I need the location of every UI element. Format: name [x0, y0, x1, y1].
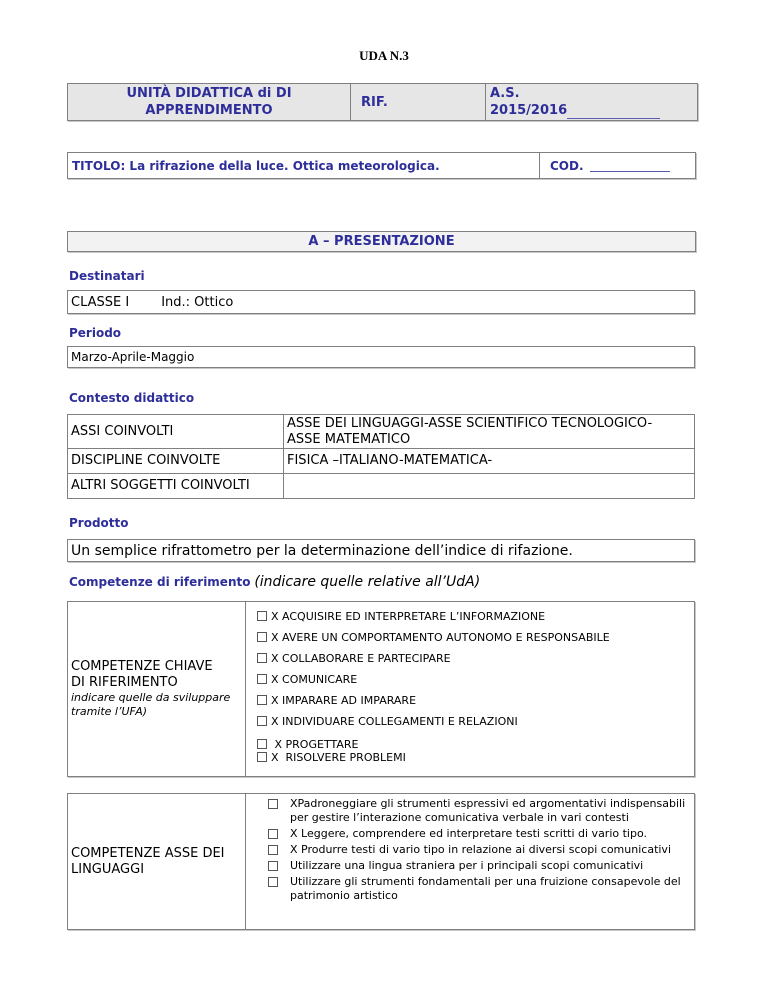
- as-label: A.S.: [490, 86, 520, 101]
- competenze-heading: [69, 574, 480, 590]
- section-a-heading: A – PRESENTAZIONE: [67, 231, 696, 252]
- list-item: [262, 859, 690, 873]
- discipline-value: FISICA –ITALIANO-MATEMATICA-: [284, 449, 695, 474]
- altri-soggetti-value: [284, 474, 695, 499]
- checkbox-icon[interactable]: [268, 877, 278, 887]
- list-item: [257, 606, 694, 627]
- list-item: [262, 797, 690, 825]
- chiave-title-line-2: DI RIFERIMENTO: [71, 675, 178, 690]
- competenze-linguaggi-list: [246, 794, 694, 929]
- as-value: 2015/2016: [490, 103, 568, 118]
- competenze-chiave-title: [68, 602, 246, 776]
- linguaggi-title-line-1: COMPETENZE ASSE DEI: [71, 845, 225, 861]
- unit-line-1: UNITÀ DIDATTICA di DI: [126, 86, 292, 101]
- periodo-label: Periodo: [69, 326, 122, 340]
- contesto-label: Contesto didattico: [69, 391, 195, 405]
- altri-soggetti-key: ALTRI SOGGETTI COINVOLTI: [68, 474, 284, 499]
- checkbox-icon[interactable]: [257, 739, 267, 749]
- contesto-table: [67, 414, 695, 499]
- as-blank-line[interactable]: [567, 104, 660, 119]
- checkbox-icon[interactable]: [257, 752, 267, 762]
- rif-cell: RIF.: [351, 84, 486, 120]
- assi-value-line-1: ASSE DEI LINGUAGGI-ASSE SCIENTIFICO TECNOLOGICO-: [287, 415, 653, 431]
- item-label: XPadroneggiare gli strumenti espressivi ed argomentativi indispensabili per gestire l’interazione comunicativa verbale in vari contesti: [290, 797, 686, 824]
- item-label: X RISOLVERE PROBLEMI: [271, 751, 406, 764]
- periodo-box: [67, 346, 695, 368]
- chiave-note-line-1: indicare quelle da sviluppare: [71, 691, 231, 704]
- as-cell: [486, 84, 697, 120]
- periodo-value: Marzo-Aprile-Maggio: [71, 350, 195, 364]
- item-label: X COMUNICARE: [271, 673, 358, 686]
- table-row: [68, 449, 695, 474]
- item-label: Utilizzare una lingua straniera per i principali scopi comunicativi: [290, 859, 644, 872]
- title-row: [67, 152, 696, 179]
- cod-label: COD.: [550, 158, 584, 173]
- chiave-note-line-2: tramite l’UFA): [71, 705, 148, 718]
- unit-cell: [68, 84, 351, 120]
- header-table: [67, 83, 698, 121]
- cod-cell: [540, 153, 695, 178]
- list-item: [262, 827, 690, 841]
- competenze-chiave-list: [246, 602, 694, 776]
- list-item: [262, 843, 690, 857]
- discipline-key: DISCIPLINE COINVOLTE: [68, 449, 284, 474]
- checkbox-icon[interactable]: [268, 861, 278, 871]
- item-label: X PROGETTARE: [271, 738, 359, 751]
- list-item: [257, 627, 694, 648]
- checkbox-icon[interactable]: [257, 611, 267, 621]
- item-label: X Leggere, comprendere ed interpretare testi scritti di vario tipo.: [290, 827, 647, 840]
- prodotto-box: [67, 539, 695, 562]
- linguaggi-title-line-2: LINGUAGGI: [71, 861, 145, 877]
- unit-line-2: APPRENDIMENTO: [145, 103, 273, 118]
- destinatari-box: [67, 290, 695, 314]
- item-label: X ACQUISIRE ED INTERPRETARE L’INFORMAZIONE: [271, 610, 546, 623]
- competenze-note: (indicare quelle relative all’UdA): [254, 574, 481, 590]
- titolo-cell: TITOLO: La rifrazione della luce. Ottica meteorologica.: [68, 153, 540, 178]
- list-item: [257, 751, 694, 764]
- assi-value-line-2: ASSE MATEMATICO: [287, 431, 411, 447]
- assi-value: [284, 415, 695, 449]
- checkbox-icon[interactable]: [257, 632, 267, 642]
- assi-key: ASSI COINVOLTI: [68, 415, 284, 449]
- document-title: UDA N.3: [359, 48, 409, 63]
- list-item: [257, 648, 694, 669]
- list-item: [257, 669, 694, 690]
- checkbox-icon[interactable]: [257, 653, 267, 663]
- table-row: [68, 415, 695, 449]
- checkbox-icon[interactable]: [257, 674, 267, 684]
- table-row: [68, 474, 695, 499]
- prodotto-value: Un semplice rifrattometro per la determinazione dell’indice di rifazione.: [71, 542, 573, 559]
- list-item: [257, 711, 694, 732]
- chiave-title-line-1: COMPETENZE CHIAVE: [71, 659, 213, 674]
- item-label: X INDIVIDUARE COLLEGAMENTI E RELAZIONI: [271, 715, 518, 728]
- checkbox-icon[interactable]: [268, 845, 278, 855]
- competenze-linguaggi-table: [67, 793, 695, 930]
- item-label: X Produrre testi di vario tipo in relazione ai diversi scopi comunicativi: [290, 843, 671, 856]
- item-label: Utilizzare gli strumenti fondamentali per una fruizione consapevole del patrimonio artistico: [290, 875, 681, 902]
- indirizzo-value: Ind.: Ottico: [161, 294, 234, 310]
- competenze-chiave-table: [67, 601, 695, 777]
- checkbox-icon[interactable]: [257, 695, 267, 705]
- list-item: [262, 875, 690, 903]
- item-label: X COLLABORARE E PARTECIPARE: [271, 652, 451, 665]
- item-label: X AVERE UN COMPORTAMENTO AUTONOMO E RESPONSABILE: [271, 631, 610, 644]
- list-item: [257, 738, 694, 751]
- item-label: X IMPARARE AD IMPARARE: [271, 694, 417, 707]
- checkbox-icon[interactable]: [268, 799, 278, 809]
- list-item: [257, 690, 694, 711]
- classe-value: CLASSE I: [71, 294, 130, 310]
- cod-blank-line[interactable]: [590, 159, 670, 172]
- competenze-linguaggi-title: [68, 794, 246, 929]
- prodotto-label: Prodotto: [69, 516, 129, 530]
- competenze-label: Competenze di riferimento: [69, 575, 251, 589]
- destinatari-label: Destinatari: [69, 269, 145, 283]
- checkbox-icon[interactable]: [268, 829, 278, 839]
- checkbox-icon[interactable]: [257, 716, 267, 726]
